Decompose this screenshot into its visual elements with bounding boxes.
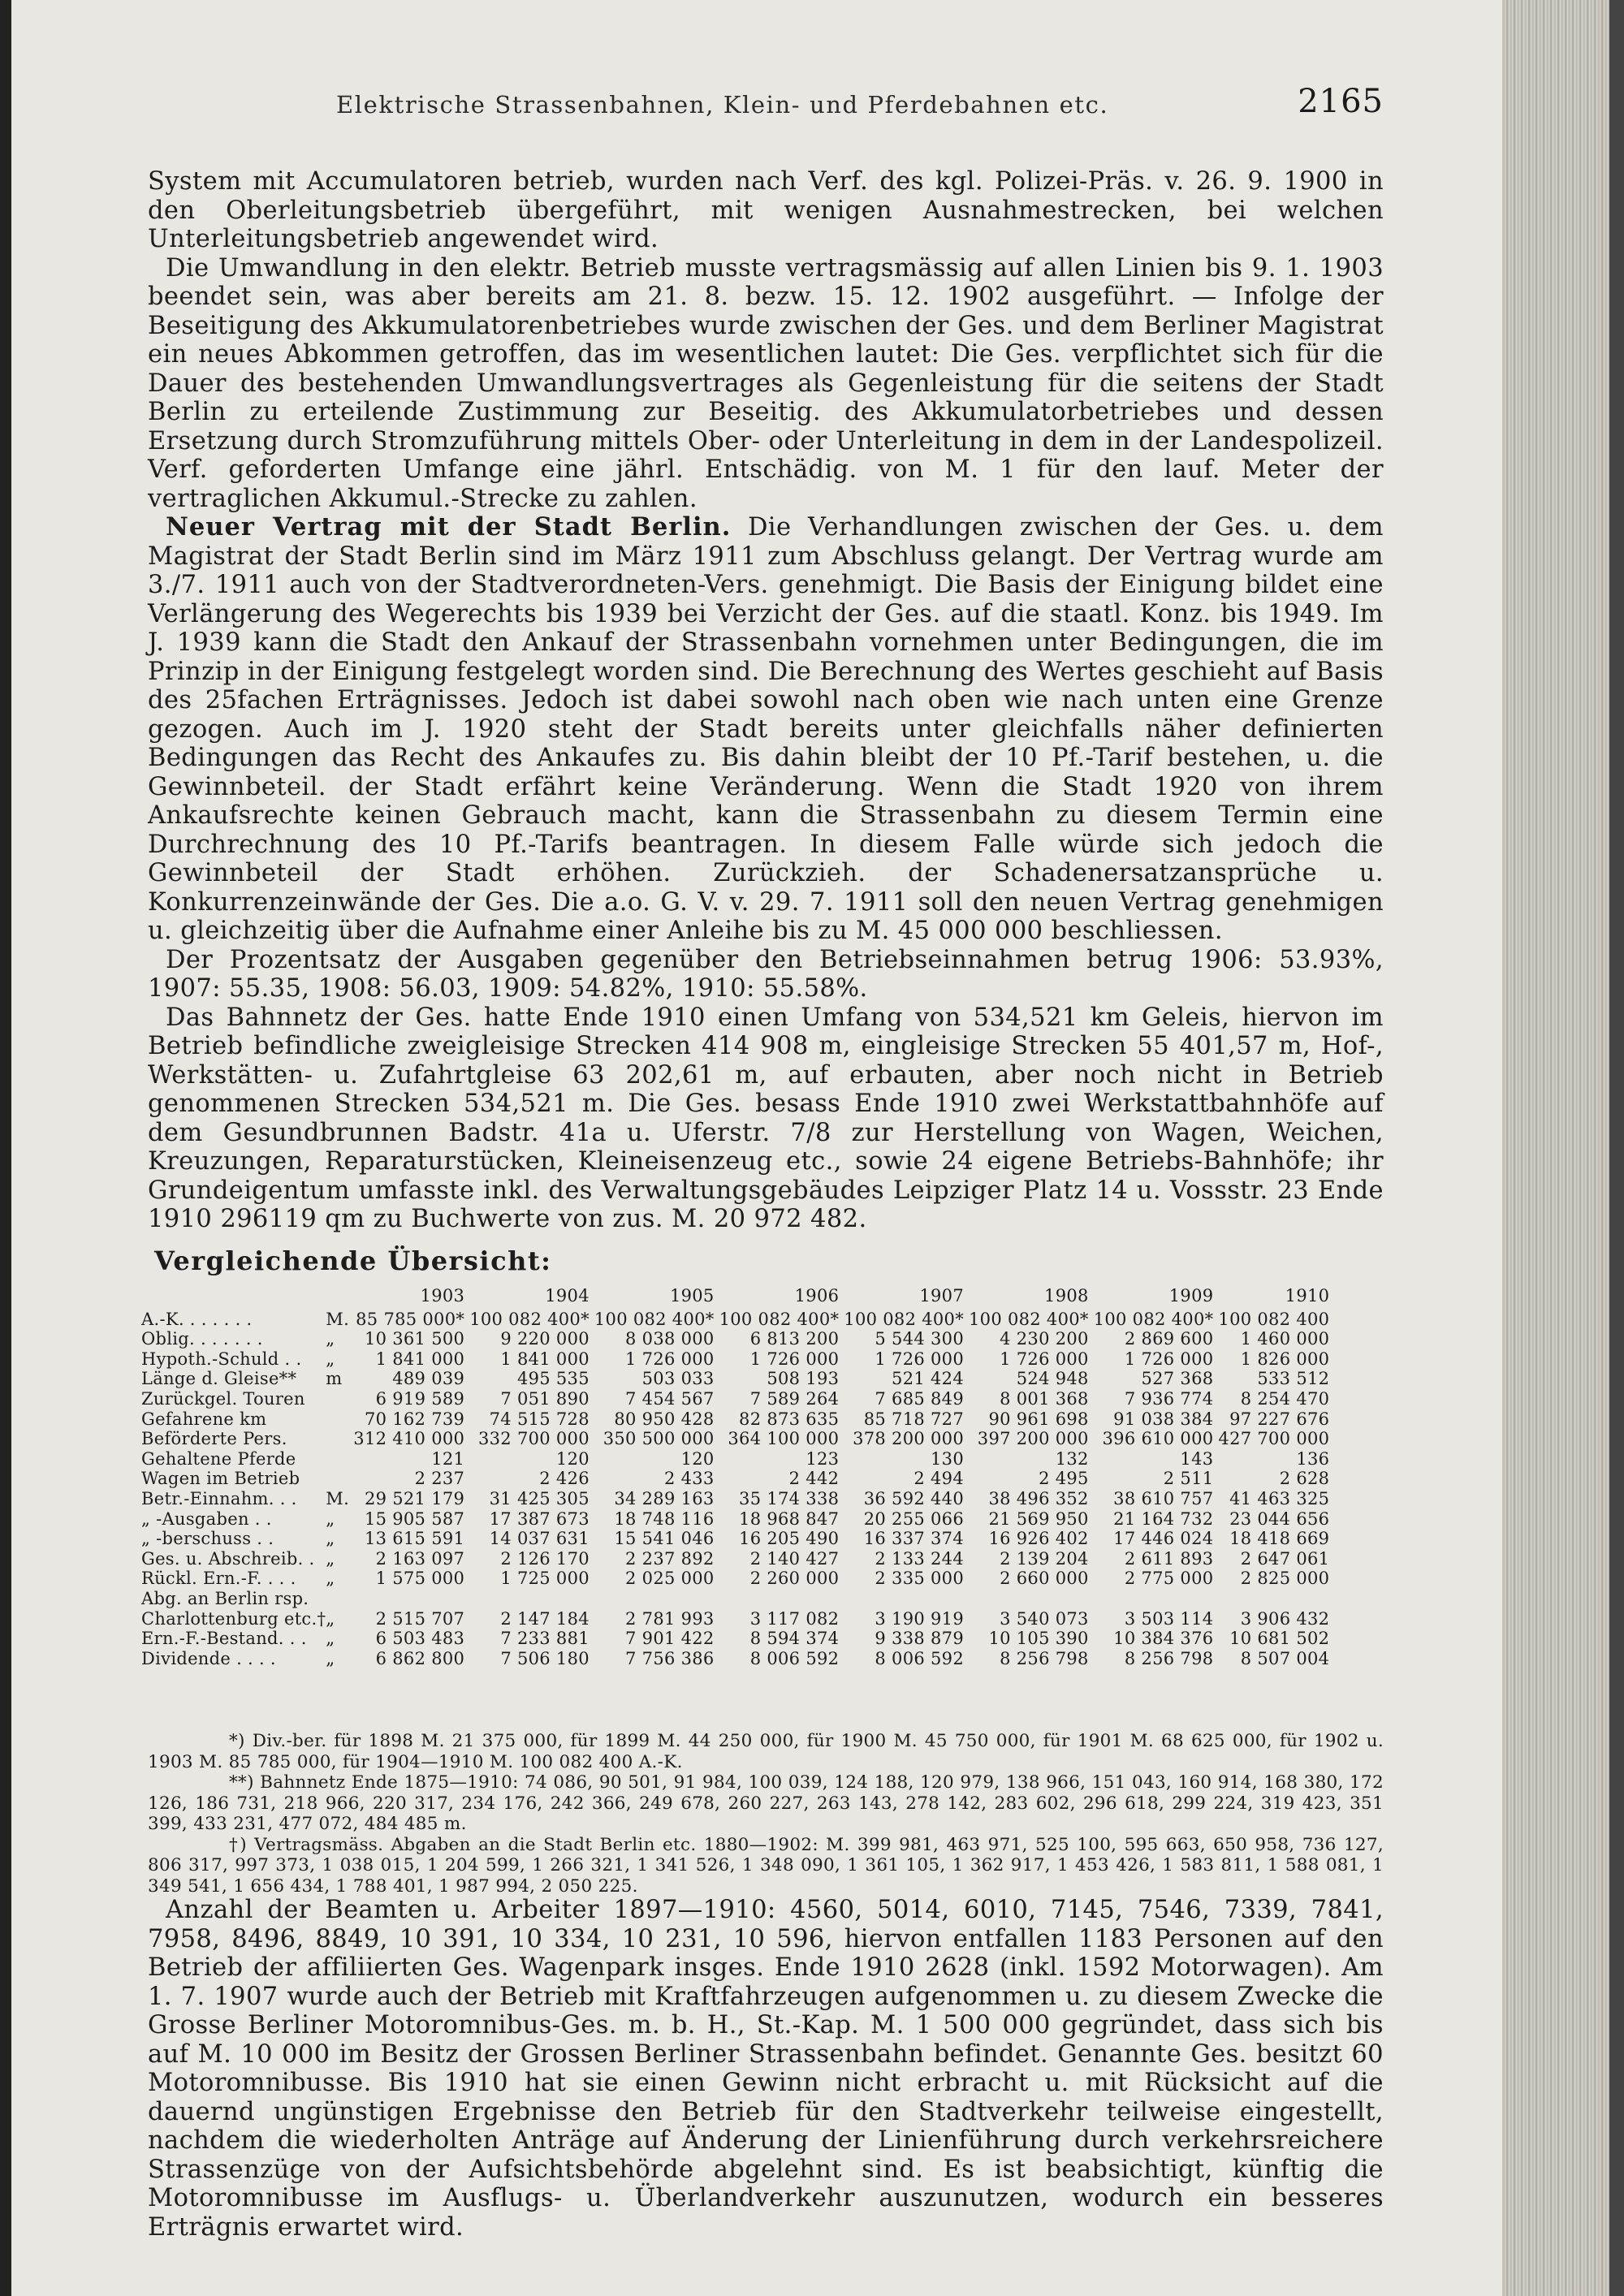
table-row [141,1449,1334,1470]
footnote-bahnnetz: **) Bahnnetz Ende 1875—1910: 74 086, 90 501, 91 984, 100 039, 124 188, 120 979, 138 966, 151 043, 160 914, 168 380, 172 126, 186 731, 218 966, 220 317, 234 176, 242 366, 249 678, 260 227, 263 143, 278 142, 283 602, 296 618, 299 224, 319 423, 351 399, 433 231, 477 072, 484 485 m. [148,1772,1384,1834]
table-cell: 10 681 502 [1229,1629,1330,1649]
table-cell: 503 033 [641,1369,715,1389]
row-label: Zurückgel. Touren [141,1388,305,1409]
table-cell: 100 082 400* [969,1309,1089,1329]
table-cell: 9 220 000 [500,1329,590,1349]
table-cell: 121 [431,1448,465,1469]
row-label: Wagen im Betrieb [141,1469,300,1489]
table-cell: 8 256 798 [1000,1648,1089,1668]
table-row [141,1649,1334,1669]
table-cell: 489 039 [392,1369,465,1389]
table-cell [353,1589,469,1609]
table-cell: 70 162 739 [364,1409,465,1429]
table-cell: 90 961 698 [988,1409,1089,1429]
table-cell: 35 174 338 [739,1488,840,1508]
table-cell: 3 117 082 [749,1608,840,1629]
paragraph-bahnnetz: Das Bahnnetz der Ges. hatte Ende 1910 einen Umfang von 534,521 km Geleis, hiervon im Betrieb befindliche zweigleisige Strecken 414 908 m, eingleisige Strecken 55 401,57 m, Hof-, Werkstätten- u. Zufahrtgleise 63 202,61 m, auf erbauten, aber noch nicht in Betrieb genommenen Strecken 534,521 m. Die Ges. besass Ende 1910 zwei Werkstattbahnhöfe auf dem Gesundbrunnen Badstr. 41a u. Uferstr. 7/8 zur Herstellung von Wagen, Weichen, Kreuzungen, Reparaturstücken, Kleineisenzeug etc., sowie 24 eigene Betriebs-Bahnhöfe; ihr Grundeigentum umfasste inkl. des Verwaltungsgebäudes Leipziger Platz 14 u. Vossstr. 23 Ende 1910 296119 qm zu Buchwerte von zus. M. 20 972 482. [148,1003,1384,1233]
table-cell: 7 506 180 [500,1648,590,1668]
table-cell: 3 503 114 [1124,1608,1214,1629]
row-unit: „ [326,1548,335,1569]
table-cell: 312 410 000 [353,1429,465,1449]
table-cell: 2 611 893 [1124,1548,1214,1569]
table-cell: 3 906 432 [1240,1608,1330,1629]
row-unit: „ [326,1648,335,1668]
table-cell: 2 515 707 [375,1608,465,1629]
table-cell: 524 948 [1016,1369,1089,1389]
table-cell [1094,1589,1219,1609]
table-cell: 8 006 592 [749,1648,840,1668]
table-cell: 350 500 000 [603,1429,715,1449]
year-header: 1907 [919,1286,964,1306]
page-stack-edge [1502,0,1624,2296]
table-cell: 2 442 [788,1469,840,1489]
table-cell: 332 700 000 [477,1429,590,1449]
table-cell: 38 496 352 [988,1488,1089,1508]
table-cell: 18 418 669 [1229,1529,1330,1549]
table-cell: 9 338 879 [875,1629,964,1649]
table-cell: 8 001 368 [1000,1388,1089,1409]
year-header: 1905 [669,1286,715,1306]
table-cell: 17 446 024 [1113,1529,1214,1549]
footnote-abgaben: †) Vertragsmäss. Abgaben an die Stadt Berlin etc. 1880—1902: M. 399 981, 463 971, 525 100, 595 663, 650 958, 736 127, 806 317, 997 373, 1 038 015, 1 204 599, 1 266 321, 1 341 526, 1 348 090, 1 361 105, 1 362 917, 1 453 426, 1 583 811, 1 588 081, 1 349 541, 1 656 434, 1 788 401, 1 987 994, 2 050 225. [148,1834,1384,1897]
table-cell: 4 230 200 [1000,1329,1089,1349]
table-cell: 14 037 631 [489,1529,590,1549]
table-cell: 7 051 890 [500,1388,590,1409]
year-header: 1910 [1285,1286,1330,1306]
row-unit [326,1449,353,1470]
table-cell: 527 368 [1141,1369,1214,1389]
row-label: Betr.-Einnahm. . . [141,1488,297,1508]
table-cell: 10 361 500 [364,1329,465,1349]
table-cell: 2 781 993 [625,1608,715,1629]
table-cell: 1 841 000 [500,1349,590,1369]
table-cell [594,1589,719,1609]
table-cell: 10 384 376 [1113,1629,1214,1649]
row-label: Oblig. . . . . . . [141,1329,263,1349]
row-label: A.-K. . . . . . . [141,1309,253,1329]
row-label: Ern.-F.-Bestand. . . [141,1629,307,1649]
row-label: Abg. an Berlin rsp. [141,1588,309,1608]
table-cell: 100 082 400* [844,1309,964,1329]
row-unit: „ [326,1569,335,1589]
year-header: 1903 [420,1286,465,1306]
table-cell: 100 082 400* [1093,1309,1214,1329]
row-unit: M. [326,1488,350,1508]
table-cell: 85 785 000* [356,1309,465,1329]
table-cell: 6 919 589 [375,1388,465,1409]
paragraph-umwandlung: Die Umwandlung in den elektr. Betrieb musste vertragsmässig auf allen Linien bis 9. 1. 1903 beendet sein, was aber bereits am 21. 8. bezw. 15. 12. 1902 ausgeführt. — Infolge der Beseitigung des Akkumulatorenbetriebes wurde zwischen der Ges. und dem Berliner Magistrat ein neues Abkommen getroffen, das im wesentlichen lautet: Die Ges. verpflichtet sich für die Dauer des bestehenden Umwandlungsvertrages als Gegenleistung für die seitens der Stadt Berlin zu erteilende Zustimmung zur Beseitig. des Akkumulatorbetriebes und dessen Ersetzung durch Stromzuführung mittels Ober- oder Unterleitung in dem in der Landespolizeil. Verf. geforderten Umfange eine jährl. Entschädig. von M. 1 für den lauf. Meter der vertraglichen Akkumul.-Strecke zu zahlen. [148,253,1384,513]
table-cell [969,1589,1094,1609]
table-cell: 91 038 384 [1113,1409,1214,1429]
table-cell: 120 [555,1448,590,1469]
table-cell: 21 164 732 [1113,1508,1214,1529]
row-unit [326,1409,353,1430]
table-cell: 5 544 300 [875,1329,964,1349]
table-cell: 20 255 066 [863,1508,964,1529]
table-cell: 2 335 000 [875,1569,964,1589]
table-cell: 1 726 000 [625,1349,715,1369]
table-cell: 85 718 727 [863,1409,964,1429]
table-cell: 1 726 000 [1124,1349,1214,1369]
table-cell: 6 862 800 [375,1648,465,1668]
table-cell: 16 337 374 [863,1529,964,1549]
table-cell: 2 869 600 [1124,1329,1214,1349]
table-cell: 1 460 000 [1240,1329,1330,1349]
table-header-row [141,1286,1334,1310]
table-cell [1218,1589,1334,1609]
table-cell: 18 968 847 [739,1508,840,1529]
table-cell: 29 521 179 [364,1488,465,1508]
table-cell: 1 575 000 [375,1569,465,1589]
table-cell: 100 082 400 [1218,1309,1330,1329]
table-cell: 132 [1055,1448,1089,1469]
table-row [141,1429,1334,1449]
table-cell: 1 726 000 [1000,1349,1089,1369]
table-cell: 1 726 000 [749,1349,840,1369]
table-cell: 31 425 305 [489,1488,590,1508]
paragraph-prozentsatz: Der Prozentsatz der Ausgaben gegenüber den Betriebseinnahmen betrug 1906: 53.93%, 1907: 55.35, 1908: 56.03, 1909: 54.82%, 1910: 55.58%. [148,945,1384,1003]
book-binding-shadow [0,0,11,2296]
row-unit [326,1469,353,1489]
table-cell: 2 775 000 [1124,1569,1214,1589]
table-cell: 6 503 483 [375,1629,465,1649]
table-cell: 6 813 200 [749,1329,840,1349]
table-cell: 1 726 000 [875,1349,964,1369]
table-cell: 8 256 798 [1124,1648,1214,1668]
book-cover-edge [1609,0,1624,2296]
row-unit [326,1589,353,1609]
table-cell: 2 139 204 [1000,1548,1089,1569]
table-row [141,1349,1334,1370]
table-cell: 1 841 000 [375,1349,465,1369]
table-row [141,1629,1334,1649]
table-cell: 2 494 [914,1469,964,1489]
table-row [141,1389,1334,1409]
row-unit: m [326,1369,343,1389]
table-cell: 8 594 374 [749,1629,840,1649]
table-cell: 80 950 428 [614,1409,715,1429]
table-cell: 82 873 635 [739,1409,840,1429]
row-unit [326,1389,353,1409]
table-row [141,1549,1334,1569]
vertrag-lead: Neuer Vertrag mit der Stadt Berlin. [166,512,732,542]
footnote-dividend: *) Div.-ber. für 1898 M. 21 375 000, für 1899 M. 44 250 000, für 1900 M. 45 750 000, für 1901 M. 68 625 000, für 1902 u. 1903 M. 85 785 000, für 1904—1910 M. 100 082 400 A.-K. [148,1731,1384,1772]
intro-text [148,167,1384,1234]
table-cell: 8 038 000 [625,1329,715,1349]
table-cell: 100 082 400* [469,1309,590,1329]
table-body [141,1310,1334,1669]
row-label: Hypoth.-Schuld . . [141,1349,302,1369]
row-unit: „ [326,1529,335,1549]
table-cell: 2 025 000 [625,1569,715,1589]
table-cell [719,1589,844,1609]
overview-heading: Vergleichende Übersicht: [154,1245,552,1276]
table-cell: 2 237 [414,1469,465,1489]
running-title: Elektrische Strassenbahnen, Klein- und Pferdebahnen etc. [336,91,1109,119]
table-cell: 2 126 170 [500,1548,590,1569]
paragraph-beamten: Anzahl der Beamten u. Arbeiter 1897—1910: 4560, 5014, 6010, 7145, 7546, 7339, 7841, 7958, 8496, 8849, 10 391, 10 334, 10 231, 10 596, hiervon entfallen 1183 Personen auf den Betrieb der affiliierten Ges. Wagenpark insges. Ende 1910 2628 (inkl. 1592 Motorwagen). Am 1. 7. 1907 wurde auch der Betrieb mit Kraftfahrzeugen aufgenommen u. zu diesem Zwecke die Grosse Berliner Motoromnibus-Ges. m. b. H., St.-Kap. M. 1 500 000 gegründet, dass sich bis auf M. 10 000 im Besitz der Grossen Berliner Strassenbahn befindet. Genannte Ges. besitzt 60 Motoromnibusse. Bis 1910 hat sie einen Gewinn nicht erbracht u. mit Rücksicht auf die dauernd ungünstigen Ergebnisse den Betrieb für den Stadtverkehr teilweise eingestellt, nachdem die wiederholten Anträge auf Änderung der Linienführung durch verkehrsreichere Strassenzüge von der Aufsichtsbehörde abgelehnt sind. Es ist beabsichtigt, künftig die Motoromnibusse im Ausflugs- u. Überlandverkehr auszunutzen, wodurch ein besseres Erträgnis erwartet wird. [148,1896,1384,2242]
table-cell: 8 006 592 [875,1648,964,1668]
table-row [141,1409,1334,1430]
table-cell: 41 463 325 [1229,1488,1330,1508]
table-row [141,1529,1334,1549]
row-unit: „ [326,1629,335,1649]
table-cell: 7 936 774 [1124,1388,1214,1409]
table-cell: 7 685 849 [875,1388,964,1409]
table-cell: 364 100 000 [728,1429,840,1449]
table-cell: 2 237 892 [625,1548,715,1569]
overview-table [141,1286,1334,1668]
table-cell: 378 200 000 [853,1429,964,1449]
table-cell: 13 615 591 [364,1529,465,1549]
table-cell: 17 387 673 [489,1508,590,1529]
table-cell: 521 424 [892,1369,964,1389]
year-header: 1908 [1044,1286,1089,1306]
table-cell: 100 082 400* [719,1309,840,1329]
row-label: Charlottenburg etc.† [141,1608,326,1629]
table-cell: 2 147 184 [500,1608,590,1629]
table-cell: 36 592 440 [863,1488,964,1508]
table-cell: 7 901 422 [625,1629,715,1649]
table-cell: 23 044 656 [1229,1508,1330,1529]
table-row [141,1310,1334,1330]
table-cell: 396 610 000 [1102,1429,1214,1449]
table-cell: 130 [931,1448,964,1469]
table-cell [469,1589,594,1609]
table-cell: 495 535 [516,1369,590,1389]
table-cell: 2 163 097 [375,1548,465,1569]
table-row [141,1489,1334,1509]
row-label: Gefahrene km [141,1409,267,1429]
table-cell: 2 433 [663,1469,715,1489]
table-cell: 38 610 757 [1113,1488,1214,1508]
row-label: Länge d. Gleise** [141,1369,297,1389]
table-cell: 2 495 [1039,1469,1089,1489]
table-cell: 97 227 676 [1229,1409,1330,1429]
running-header [148,83,1384,127]
table-cell: 16 926 402 [988,1529,1089,1549]
table-cell: 7 454 567 [625,1388,715,1409]
row-unit: „ [326,1349,335,1369]
table-cell: 508 193 [767,1369,840,1389]
table-header-label [141,1286,326,1310]
row-label: Gehaltene Pferde [141,1448,296,1469]
table-cell [844,1589,969,1609]
row-label: „ -Ausgaben . . [141,1508,272,1529]
table-cell: 2 140 427 [749,1548,840,1569]
vertrag-text: Die Verhandlungen zwischen der Ges. u. dem Magistrat der Stadt Berlin sind im März 1911 zum Abschluss gelangt. Der Vertrag wurde am 3./7. 1911 auch von der Stadtverordneten-Vers. genehmigt. Die Basis der Einigung bildet eine Verlängerung des Wegerechts bis 1939 bei Verzicht der Ges. auf die staatl. Konz. bis 1949. Im J. 1939 kann die Stadt den Ankauf der Strassenbahn vornehmen unter Bedingungen, die im Prinzip in der Einigung festgelegt worden sind. Die Berechnung des Wertes geschieht auf Basis des 25fachen Erträgnisses. Jedoch ist dabei sowohl nach oben wie nach unten eine Grenze gezogen. Auch im J. 1920 steht der Stadt bereits unter gleichfalls näher definierten Bedingungen das Recht des Ankaufes zu. Bis dahin bleibt der 10 Pf.-Tarif bestehen, u. die Gewinnbeteil. der Stadt erfährt keine Veränderung. Wenn die Stadt 1920 von ihrem Ankaufsrechte keinen Gebrauch macht, kann die Strassenbahn zu diesem Termin eine Durchrechnung des 10 Pf.-Tarifs beantragen. In diesem Falle würde sich jedoch die Gewinnbeteil der Stadt erhöhen. Zurückzieh. der Schadenersatzansprüche u. Konkurrenzeinwände der Ges. Die a.o. G. V. v. 29. 7. 1911 soll den neuen Vertrag genehmigen u. gleichzeitig über die Aufnahme einer Anleihe bis zu M. 45 000 000 beschliessen. [148,513,1384,945]
table-cell: 143 [1180,1448,1214,1469]
table-cell: 100 082 400* [594,1309,715,1329]
row-label: „ -berschuss . . [141,1529,274,1549]
year-header: 1909 [1168,1286,1214,1306]
table-cell: 3 540 073 [1000,1608,1089,1629]
row-unit [326,1429,353,1449]
table-cell: 8 507 004 [1240,1648,1330,1668]
table-cell: 74 515 728 [489,1409,590,1429]
table-header-unit [326,1286,353,1310]
row-label: Rückl. Ern.-F. . . . [141,1569,296,1589]
table-cell: 123 [806,1448,840,1469]
footnotes [148,1731,1384,1897]
row-label: Beförderte Pers. [141,1429,287,1449]
page-number: 2165 [1298,83,1384,120]
table-row [141,1609,1334,1629]
table-cell: 136 [1296,1448,1330,1469]
year-header: 1906 [794,1286,840,1306]
table-row [141,1469,1334,1489]
table-cell: 7 589 264 [749,1388,840,1409]
table-cell: 15 905 587 [364,1508,465,1529]
table-cell: 2 511 [1163,1469,1214,1489]
row-unit: „ [326,1608,335,1629]
table-cell: 427 700 000 [1218,1429,1330,1449]
table-cell: 1 725 000 [500,1569,590,1589]
row-label: Dividende . . . . [141,1648,276,1668]
book-page [141,81,1384,2273]
table-cell: 2 660 000 [1000,1569,1089,1589]
table-row [141,1569,1334,1589]
table-cell: 7 756 386 [625,1648,715,1668]
table-cell: 3 190 919 [875,1608,964,1629]
table-cell: 120 [680,1448,715,1469]
table-cell: 18 748 116 [614,1508,715,1529]
table-cell: 16 205 490 [739,1529,840,1549]
table-cell: 34 289 163 [614,1488,715,1508]
row-unit: „ [326,1329,335,1349]
table-cell: 2 628 [1279,1469,1330,1489]
paragraph-system: System mit Accumulatoren betrieb, wurden nach Verf. des kgl. Polizei-Präs. v. 26. 9. 1900 in den Oberleitungsbetrieb übergeführt, mit wenigen Ausnahmestrecken, bei welchen Unterleitungsbetrieb angewendet wird. [148,167,1384,253]
table-cell: 15 541 046 [614,1529,715,1549]
table-cell: 10 105 390 [988,1629,1089,1649]
table-cell: 533 512 [1257,1369,1330,1389]
table-cell: 2 825 000 [1240,1569,1330,1589]
table-cell: 7 233 881 [500,1629,590,1649]
table-cell: 8 254 470 [1240,1388,1330,1409]
table-row [141,1509,1334,1530]
table-cell: 1 826 000 [1240,1349,1330,1369]
table-cell: 2 426 [539,1469,590,1489]
table-row [141,1329,1334,1349]
paragraph-neuer-vertrag [148,513,1384,946]
table-row [141,1589,1334,1609]
table-cell: 21 569 950 [988,1508,1089,1529]
table-cell: 397 200 000 [977,1429,1089,1449]
year-header: 1904 [545,1286,590,1306]
row-unit: M. [326,1309,350,1329]
table-cell: 2 133 244 [875,1548,964,1569]
row-label: Ges. u. Abschreib. . [141,1548,315,1569]
row-unit: „ [326,1508,335,1529]
table-cell: 2 260 000 [749,1569,840,1589]
table-cell: 2 647 061 [1240,1548,1330,1569]
closing-text [148,1896,1384,2242]
table-row [141,1369,1334,1389]
